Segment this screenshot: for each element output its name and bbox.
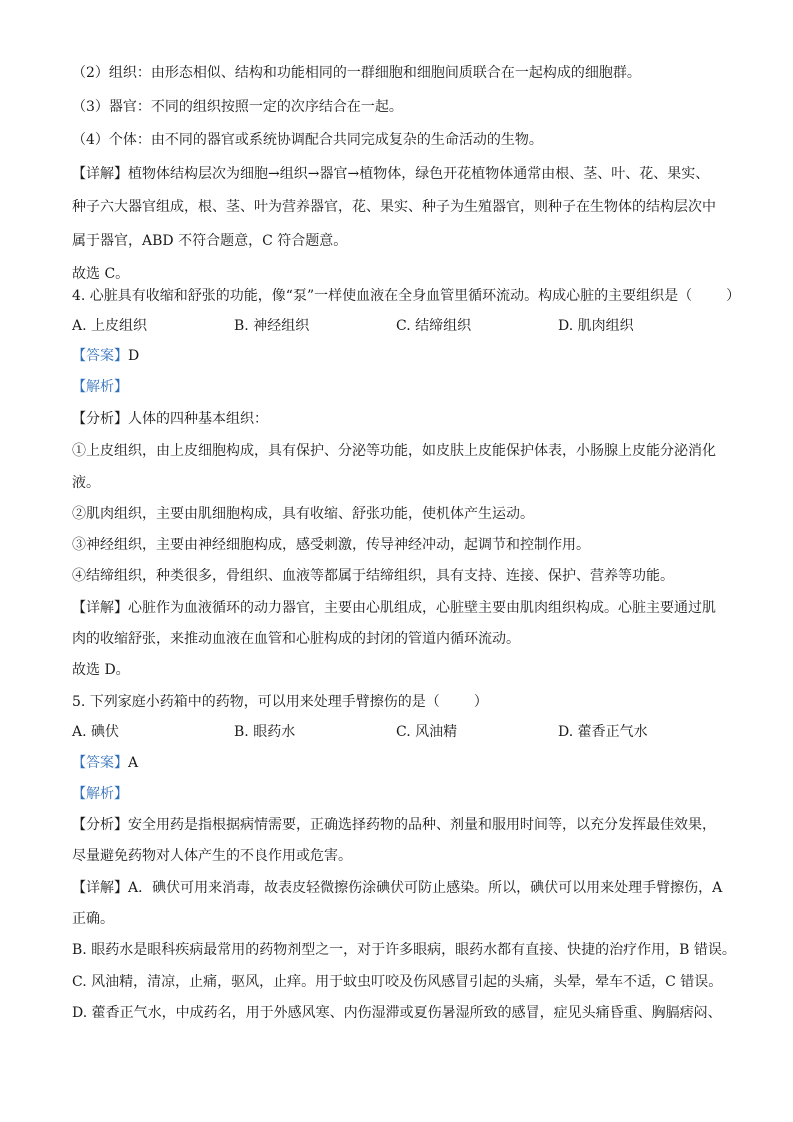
q4-select-line: 故选 D。: [72, 662, 130, 678]
q5-analysis-label: 【解析】: [72, 786, 128, 802]
q5-fenxi-1: 【分析】安全用药是指根据病情需要，正确选择药物的品种、剂量和服用时间等，以充分发挥最佳效果，: [72, 817, 716, 833]
q3-detail-line-2: 种子六大器官组成，根、茎、叶为营养器官，花、果实、种子为生殖器官，则种子在生物体的结构层次中: [72, 199, 716, 215]
q4-stem: [72, 284, 741, 308]
q4-point-3: ③神经组织，主要由神经细胞构成，感受刺激，传导神经冲动，起调节和控制作用。: [72, 537, 590, 553]
q5-option-a: A. 碘伏: [72, 724, 120, 740]
q4-fenxi: 【分析】人体的四种基本组织：: [72, 411, 268, 427]
tissue-definition-line: （2）组织：由形态相似、结构和功能相同的一群细胞和细胞间质联合在一起构成的细胞群。: [72, 65, 641, 81]
q4-detail-1: 【详解】心脏作为血液循环的动力器官，主要由心肌组成，心脏壁主要由肌肉组织构成。心脏主要通过肌: [72, 600, 716, 616]
organ-definition-line: （3）器官：不同的组织按照一定的次序结合在一起。: [72, 99, 403, 115]
q5-detail-c: C. 风油精，清凉，止痛，驱风，止痒。用于蚊虫叮咬及伤风感冒引起的头痛，头晕，晕车不适，C 错误。: [72, 974, 723, 990]
q5-stem: [72, 690, 723, 714]
q4-answer-label: 【答案】: [72, 348, 128, 364]
q5-detail-d: D. 藿香正气水，中成药名，用于外感风寒、内伤湿滞或夏伤暑湿所致的感冒，症见头痛昏重、胸膈痞闷、: [72, 1005, 722, 1021]
q4-point-1b: 液。: [72, 475, 100, 491]
q5-option-b: B. 眼药水: [234, 724, 296, 740]
q4-stem-text: 4. 心脏具有收缩和舒张的功能，像“泵”一样使血液在全身血管里循环流动。构成心脏的主要组织是（: [72, 288, 693, 304]
individual-definition-line: （4）个体：由不同的器官或系统协调配合共同完成复杂的生命活动的生物。: [72, 132, 543, 148]
q5-answer-label: 【答案】: [72, 755, 128, 771]
q4-option-b: B. 神经组织: [234, 318, 310, 334]
q5-options: [72, 720, 723, 744]
q4-option-c: C. 结缔组织: [396, 318, 472, 334]
q4-point-1a: ①上皮组织，由上皮细胞构成，具有保护、分泌等功能，如皮肤上皮能保护体表，小肠腺上皮能分泌消化: [72, 443, 716, 459]
q4-option-d: D. 肌肉组织: [558, 318, 634, 334]
q4-analysis-label: 【解析】: [72, 379, 128, 395]
q5-option-d: D. 藿香正气水: [558, 724, 648, 740]
q4-answer: [72, 344, 723, 368]
q5-fenxi-2: 尽量避免药物对人体产生的不良作用或危害。: [72, 848, 352, 864]
q3-select-line: 故选 C。: [72, 266, 130, 282]
q4-point-4: ④结缔组织，种类很多，骨组织、血液等都属于结缔组织，具有支持、连接、保护、营养等功能。: [72, 568, 674, 584]
q4-stem-end: ）: [726, 288, 741, 304]
q5-stem-text: 5. 下列家庭小药箱中的药物，可以用来处理手臂擦伤的是（: [72, 694, 440, 710]
q4-answer-value: D: [128, 348, 140, 364]
q5-option-c: C. 风油精: [396, 724, 458, 740]
q4-detail-2: 肉的收缩舒张，来推动血液在血管和心脏构成的封闭的管道内循环流动。: [72, 631, 520, 647]
q5-stem-end: ）: [473, 694, 488, 710]
q3-detail-line-3: 属于器官，ABD 不符合题意，C 符合题意。: [72, 233, 348, 249]
q5-answer-value: A: [128, 755, 139, 771]
q5-answer: [72, 751, 723, 775]
q5-detail-a-2: 正确。: [72, 911, 114, 927]
q4-point-2: ②肌肉组织，主要由肌细胞构成，具有收缩、舒张功能，使机体产生运动。: [72, 506, 534, 522]
q4-option-a: A. 上皮组织: [72, 318, 148, 334]
q5-detail-a-1: 【详解】A．碘伏可用来消毒，故表皮轻微擦伤涂碘伏可防止感染。所以，碘伏可以用来处理手臂擦伤，A: [72, 880, 723, 896]
q4-options: [72, 314, 723, 338]
q5-detail-b: B. 眼药水是眼科疾病最常用的药物剂型之一，对于许多眼病，眼药水都有直接、快捷的治疗作用，B 错误。: [72, 942, 736, 958]
q3-detail-line-1: 【详解】植物体结构层次为细胞→组织→器官→植物体，绿色开花植物体通常由根、茎、叶、花、果实、: [72, 166, 710, 182]
